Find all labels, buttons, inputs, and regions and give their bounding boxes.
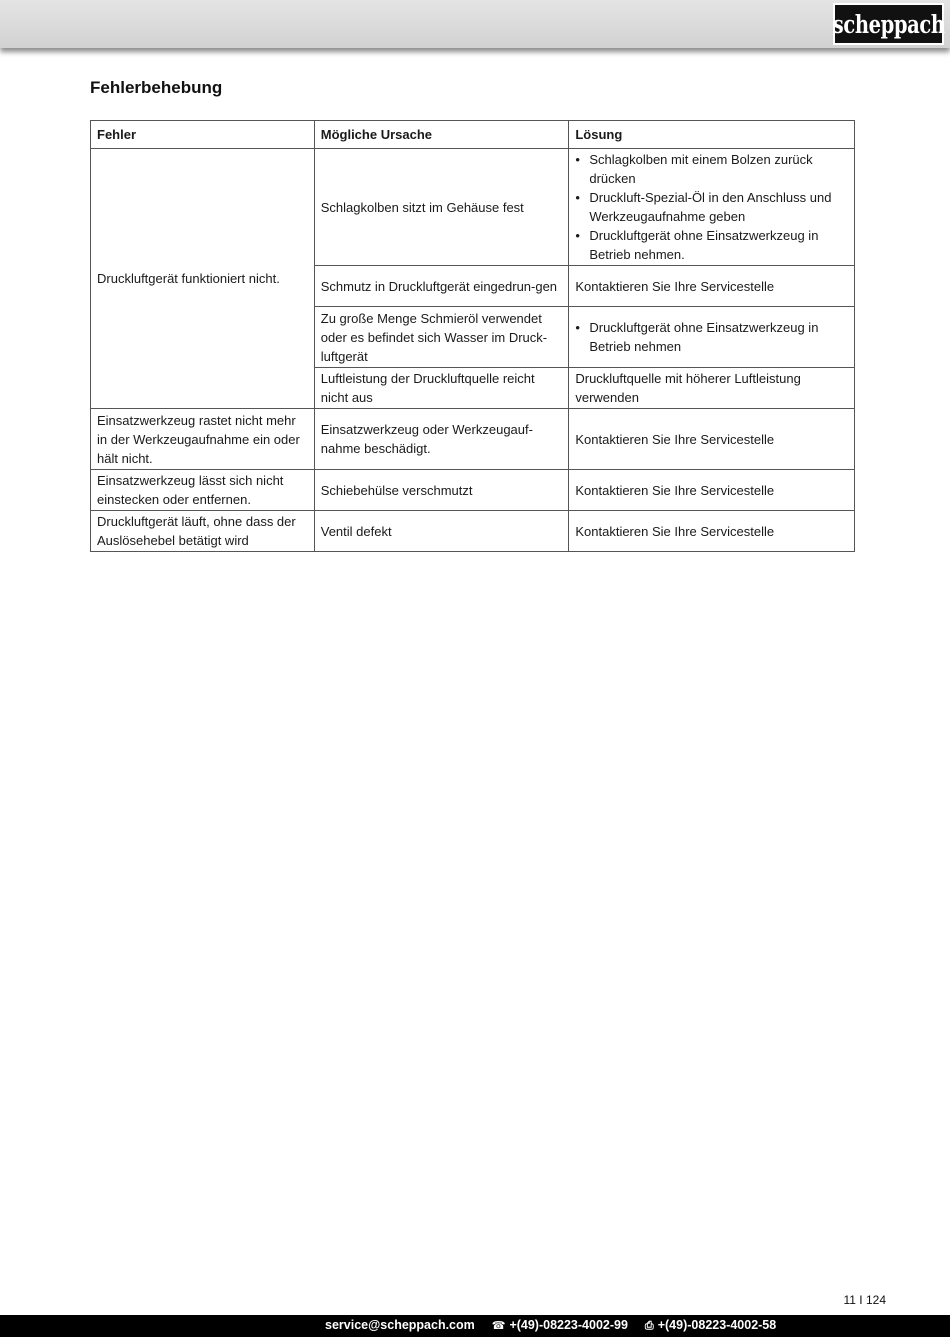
solution-list bbox=[575, 318, 848, 356]
cell-fehler: Druckluftgerät funktioniert nicht. bbox=[91, 149, 315, 409]
cell-loesung: Kontaktieren Sie Ihre Servicestelle bbox=[569, 470, 855, 511]
scheppach-logo bbox=[833, 3, 944, 45]
column-header-fehler: Fehler bbox=[91, 121, 315, 149]
table-header-row bbox=[91, 121, 855, 149]
list-item: • Druckluftgerät ohne Einsatzwerkzeug in Betrieb nehmen bbox=[575, 318, 848, 356]
fax-icon: ⎙ bbox=[644, 1320, 654, 1332]
cell-ursache: Zu große Menge Schmieröl verwendet oder es befindet sich Wasser im Druck-luftgerät bbox=[314, 307, 569, 368]
cell-ursache: Ventil defekt bbox=[314, 511, 569, 552]
cell-ursache: Schlagkolben sitzt im Gehäuse fest bbox=[314, 149, 569, 266]
footer-bar bbox=[0, 1315, 950, 1337]
list-item: • Druckluftgerät ohne Einsatzwerkzeug in Betrieb nehmen. bbox=[575, 226, 848, 264]
cell-ursache: Schiebehülse verschmutzt bbox=[314, 470, 569, 511]
table-row bbox=[91, 470, 855, 511]
cell-ursache: Schmutz in Druckluftgerät eingedrun-gen bbox=[314, 266, 569, 307]
column-header-loesung: Lösung bbox=[569, 121, 855, 149]
cell-loesung: Kontaktieren Sie Ihre Servicestelle bbox=[569, 409, 855, 470]
logo-text: scheppach bbox=[832, 9, 945, 39]
cell-fehler: Einsatzwerkzeug rastet nicht mehr in der Werkzeugaufnahme ein oder hält nicht. bbox=[91, 409, 315, 470]
table-row bbox=[91, 149, 855, 266]
cell-loesung bbox=[569, 149, 855, 266]
cell-loesung: Kontaktieren Sie Ihre Servicestelle bbox=[569, 266, 855, 307]
cell-loesung bbox=[569, 307, 855, 368]
table-row bbox=[91, 511, 855, 552]
page-number: 11 I 124 bbox=[843, 1293, 886, 1307]
top-bar bbox=[0, 0, 950, 48]
column-header-ursache: Mögliche Ursache bbox=[314, 121, 569, 149]
cell-fehler: Einsatzwerkzeug lässt sich nicht einstecken oder entfernen. bbox=[91, 470, 315, 511]
cell-loesung: Druckluftquelle mit höherer Luftleistung verwenden bbox=[569, 368, 855, 409]
footer-phone: +(49)-08223-4002-99 bbox=[509, 1318, 628, 1332]
cell-loesung: Kontaktieren Sie Ihre Servicestelle bbox=[569, 511, 855, 552]
cell-fehler: Druckluftgerät läuft, ohne dass der Auslösehebel betätigt wird bbox=[91, 511, 315, 552]
table-row bbox=[91, 409, 855, 470]
page-title: Fehlerbehebung bbox=[90, 78, 223, 97]
footer-fax: +(49)-08223-4002-58 bbox=[657, 1318, 777, 1332]
footer-email[interactable]: service@scheppach.com bbox=[325, 1318, 475, 1332]
cell-ursache: Luftleistung der Druckluftquelle reicht nicht aus bbox=[314, 368, 569, 409]
list-item: • Schlagkolben mit einem Bolzen zurück drücken bbox=[575, 150, 848, 188]
list-item: • Druckluft-Spezial-Öl in den Anschluss und Werkzeugaufnahme geben bbox=[575, 188, 848, 226]
solution-list bbox=[575, 150, 848, 264]
phone-icon: ☎ bbox=[491, 1320, 506, 1332]
troubleshooting-table bbox=[90, 120, 855, 552]
cell-ursache: Einsatzwerkzeug oder Werkzeugauf-nahme beschädigt. bbox=[314, 409, 569, 470]
